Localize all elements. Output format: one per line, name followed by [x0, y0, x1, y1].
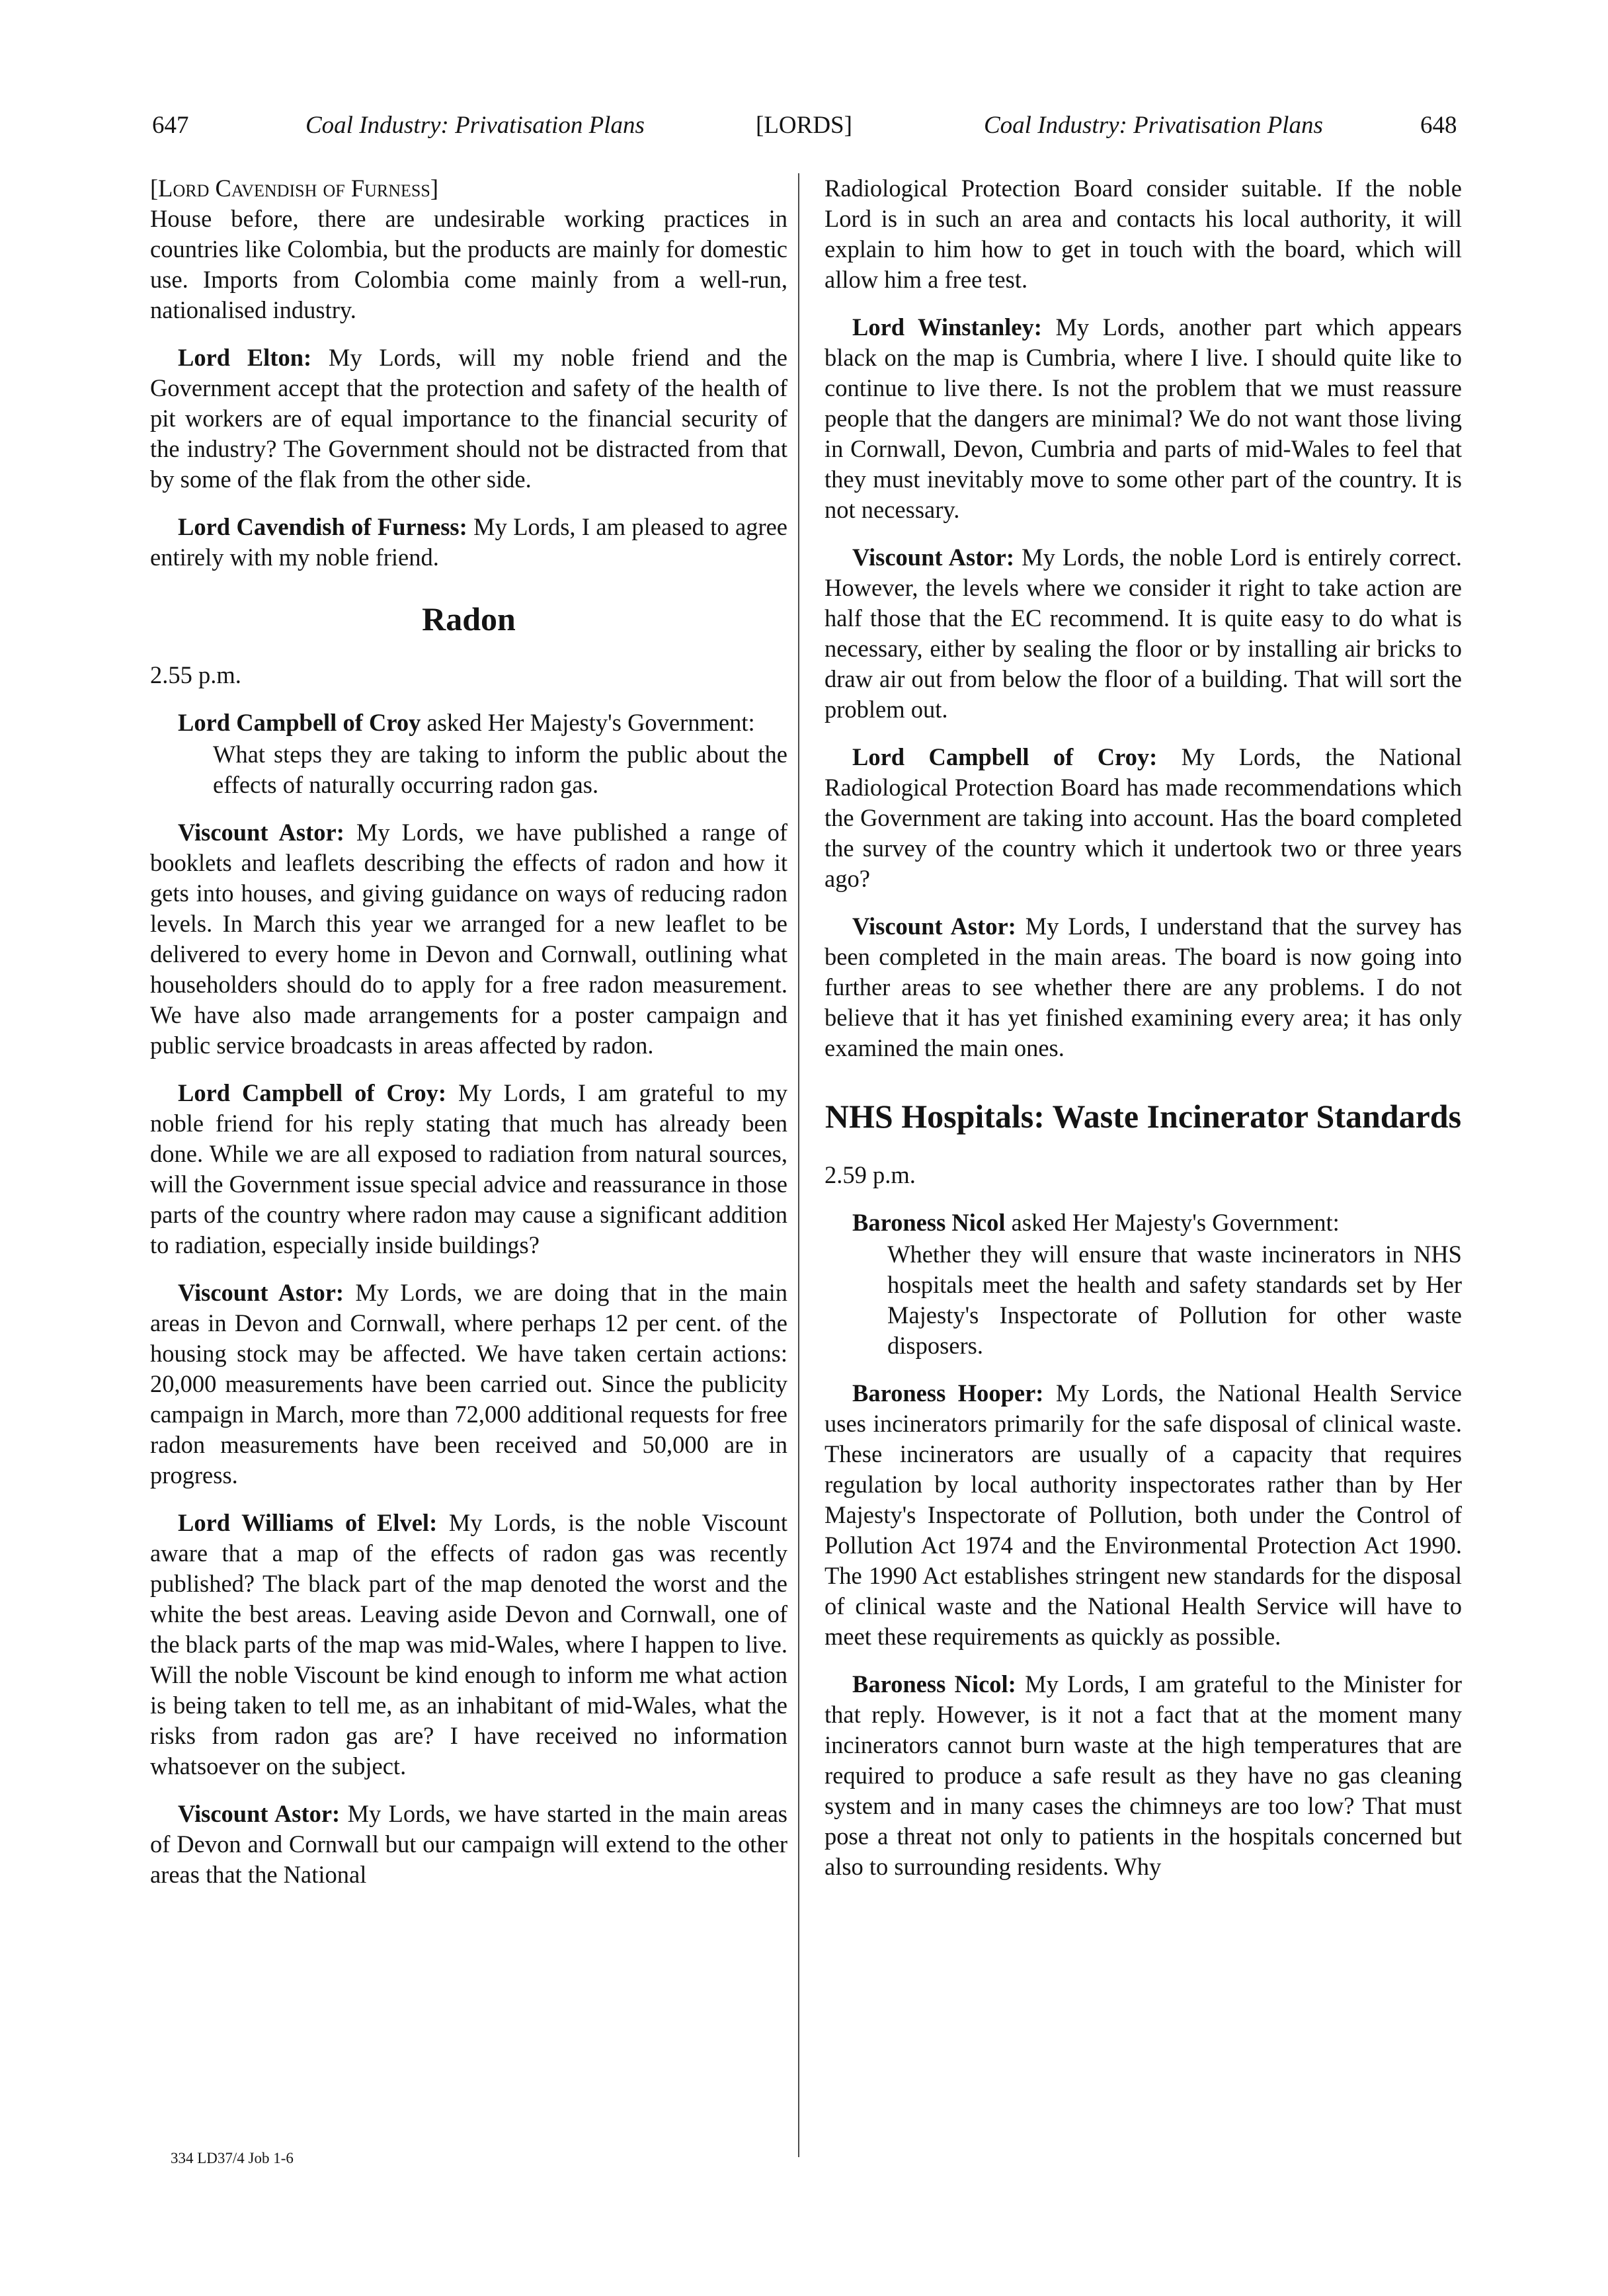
speaker-name: Viscount Astor:: [852, 544, 1015, 571]
right-column: [824, 173, 1462, 1899]
speech: [824, 911, 1462, 1063]
speech-text: My Lords, we are doing that in the main areas in Devon and Cornwall, where perhaps 12 per cent. of the housing stock may be affected. We have taken certain actions: 20,000 measurements have been carried out. Since the publicity campaign in March, more than 72,000 additional requests for free radon measurements have been received and 50,000 are in progress.: [150, 1279, 787, 1489]
left-column-number: 647: [152, 112, 189, 139]
right-column-number: 648: [1420, 112, 1457, 139]
speaker-name: Lord Elton:: [178, 344, 312, 371]
speaker-name: Baroness Nicol: [852, 1209, 1006, 1236]
speaker-name: Lord Cavendish of Furness:: [178, 513, 467, 540]
speech-text: My Lords, I understand that the survey has been completed in the main areas. The board is now going into further areas to see whether there are any problems. I do not believe that it has yet finished examining every area; it has only examined the main ones.: [824, 913, 1463, 1061]
speech-text: asked Her Majesty's Government:: [1005, 1209, 1340, 1236]
speech: [150, 1508, 787, 1782]
speaker-name: Viscount Astor:: [178, 819, 344, 846]
question-text: What steps they are taking to inform the public about the effects of naturally occurring radon gas.: [213, 741, 787, 798]
right-running-title: Coal Industry: Privatisation Plans: [984, 112, 1323, 139]
question-intro: [824, 1208, 1462, 1238]
speech-text: My Lords, another part which appears black on the map is Cumbria, where I live. I should quite like to continue to live there. Is not the problem that we must reassure people that the dangers are minimal? We do not want those living in Cornwall, Devon, Cumbria and parts of mid-Wales to feel that they must inevitably move to some other part of the country. It is not necessary.: [824, 313, 1463, 523]
left-running-title: Coal Industry: Privatisation Plans: [305, 112, 645, 139]
speech: [824, 1378, 1462, 1652]
speech: [824, 312, 1462, 525]
paragraph: Radiological Protection Board consider suitable. If the noble Lord is in such an area and contacts his local authority, it will explain to him how to get in touch with the board, which will allow him a free test.: [824, 175, 1462, 293]
question-text: Whether they will ensure that waste incinerators in NHS hospitals meet the health and safety standards set by Her Majesty's Inspectorate of Pollution for other waste disposers.: [887, 1241, 1462, 1359]
speaker-name: Viscount Astor:: [178, 1800, 341, 1827]
speech-text: My Lords, I am pleased to agree entirely with my noble friend.: [150, 513, 787, 571]
time-stamp: 2.55 p.m.: [150, 661, 241, 688]
speech-text: asked Her Majesty's Government:: [421, 709, 755, 736]
paragraph: House before, there are undesirable working practices in countries like Colombia, but the products are mainly for domestic use. Imports from Colombia come mainly from a well-run, nationalised industry.: [150, 205, 787, 323]
speaker-name: Lord Winstanley:: [852, 313, 1042, 341]
speaker-name: Lord Campbell of Croy:: [852, 743, 1158, 770]
speech: [150, 1799, 787, 1890]
speech: [824, 542, 1462, 725]
speech-text: My Lords, the noble Lord is entirely correct. However, the levels where we consider it right to take action are half those that the EC recommend. It is quite easy to do what is necessary, either by sealing the floor or by installing air bricks to draw air out from below the floor of a building. That will sort the problem out.: [824, 544, 1462, 723]
speech: [150, 343, 787, 495]
print-job-code: 334 LD37/4 Job 1-6: [171, 2150, 294, 2166]
speaker-name: Lord Williams of Elvel:: [178, 1509, 438, 1536]
section-heading: NHS Hospitals: Waste Incinerator Standards: [824, 1098, 1462, 1135]
speech-text: My Lords, is the noble Viscount aware that a map of the effects of radon gas was recently published? The black part of the map denoted the worst and the white the best areas. Leaving aside Devon and Cornwall, one of the black parts of the map was mid-Wales, where I happen to live. Will the noble Viscount be kind enough to inform me what action is being taken to tell me, as an inhabitant of mid-Wales, what the risks from radon gas are? I have received no information whatsoever on the subject.: [150, 1509, 787, 1780]
speaker-name: Baroness Nicol:: [852, 1670, 1016, 1698]
time-stamp: 2.59 p.m.: [824, 1161, 916, 1188]
speech: [150, 817, 787, 1061]
left-column: [150, 173, 787, 1907]
speaker-name: Lord Campbell of Croy: [178, 709, 421, 736]
speech: [150, 1278, 787, 1491]
speaker-name: Baroness Hooper:: [852, 1379, 1044, 1407]
question-intro: [150, 708, 787, 738]
section-heading: Radon: [422, 600, 516, 637]
speaker-name: Viscount Astor:: [178, 1279, 344, 1306]
speech: [824, 742, 1462, 894]
house-label: [LORDS]: [756, 112, 852, 139]
speech-text: My Lords, I am grateful to the Minister for that reply. However, is it not a fact that at the moment many incinerators cannot burn waste at the high temperatures that are required to produce a safe result as they have no gas cleaning system and in many cases the chimneys are too low? That must pose a threat not only to patients in the hospitals concerned but also to surrounding residents. Why: [824, 1670, 1462, 1880]
speaker-name: Lord Campbell of Croy:: [178, 1079, 447, 1106]
speech: [824, 1669, 1462, 1882]
speech-text: My Lords, I am grateful to my noble friend for his reply stating that much has already been done. While we are all exposed to radiation from natural sources, will the Government issue special advice and reassurance in those parts of the country where radon may cause a significant addition to radiation, especially inside buildings?: [150, 1079, 787, 1258]
speech-text: My Lords, will my noble friend and the Government accept that the protection and safety of the health of pit workers are of equal importance to the financial security of the industry? The Government should not be distracted from that by some of the flak from the other side.: [150, 344, 787, 493]
column-divider: [798, 173, 799, 2157]
speech: [150, 1078, 787, 1260]
speech-text: My Lords, we have published a range of booklets and leaflets describing the effects of radon and how it gets into houses, and giving guidance on ways of reducing radon levels. In March this year we arranged for a new leaflet to be delivered to every home in Devon and Cornwall, outlining what householders should do to apply for a free radon measurement. We have also made arrangements for a poster campaign and public service broadcasts in areas affected by radon.: [150, 819, 787, 1059]
speech: [150, 512, 787, 573]
speech-text: My Lords, the National Radiological Protection Board has made recommendations which the Government are taking into account. Has the board completed the survey of the country which it undertook two or three years ago?: [824, 743, 1462, 892]
speech-text: My Lords, we have started in the main areas of Devon and Cornwall but our campaign will extend to the other areas that the National: [150, 1800, 787, 1888]
speech-text: My Lords, the National Health Service uses incinerators primarily for the safe disposal of clinical waste. These incinerators are usually of a capacity that requires regulation by local authority inspectorates rather than by Her Majesty's Inspectorate of Pollution, both under the Control of Pollution Act 1974 and the Environmental Protection Act 1990. The 1990 Act establishes stringent new standards for the disposal of clinical waste and the National Health Service will have to meet these requirements as quickly as possible.: [824, 1379, 1462, 1650]
speaker-name: Viscount Astor:: [852, 913, 1016, 940]
continued-speaker: [Lord Cavendish of Furness]: [150, 175, 438, 202]
